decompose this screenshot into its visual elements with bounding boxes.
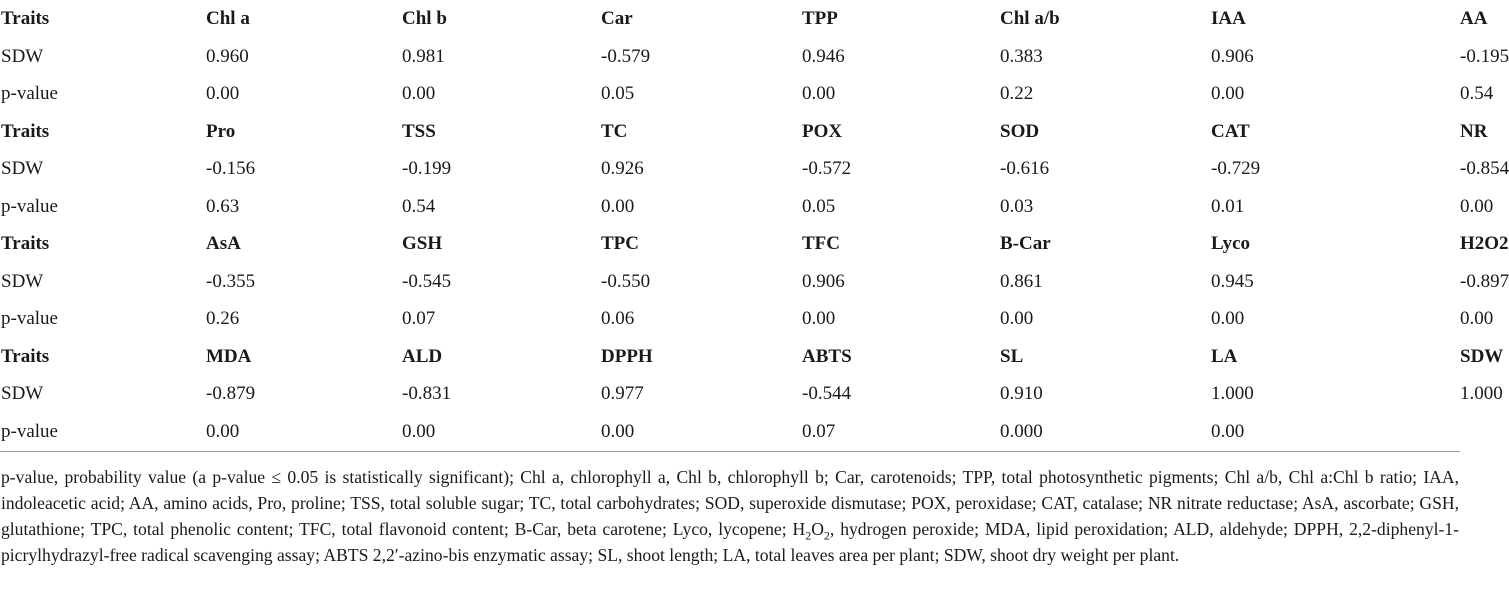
footnote-subscript: 2 [823, 528, 830, 543]
value-cell: -0.572 [802, 158, 852, 180]
value-cell: -0.616 [1000, 158, 1050, 180]
row-label-cell: Traits [1, 345, 50, 367]
footnote-text: , hydrogen peroxide; MDA, lipid peroxidation; ALD, aldehyde; DPPH, 2,2-diphenyl-1-picrylhydrazyl-free radical scavenging assay; ABTS 2,2′-azino-bis enzymatic assay; SL, shoot length; LA, total leaves area per plant; SDW, shoot dry weight per plant. [1, 519, 1460, 565]
value-cell: 0.000 [1000, 420, 1043, 442]
sdw-row: SDW -0.156 -0.199 0.926 -0.572 -0.616 -0.729 -0.854 [0, 150, 1460, 188]
table-footnote [1, 464, 1459, 568]
row-label-cell: SDW [1, 270, 44, 292]
value-cell: 0.945 [1211, 270, 1254, 292]
value-cell: 0.00 [1000, 308, 1034, 330]
trait-header-cell: Lyco [1211, 233, 1251, 255]
trait-header-cell: B-Car [1000, 233, 1051, 255]
value-cell: 1.000 [1211, 383, 1254, 405]
trait-header-cell: LA [1211, 345, 1238, 367]
row-label-cell: SDW [1, 158, 44, 180]
sdw-row: SDW -0.879 -0.831 0.977 -0.544 0.910 1.000 1.000 [0, 375, 1460, 413]
value-cell: 0.00 [802, 308, 836, 330]
value-cell: 0.00 [402, 83, 436, 105]
row-label-cell: SDW [1, 383, 44, 405]
value-cell: 0.977 [601, 383, 644, 405]
footnote-text: p-value, probability value (a p-value ≤ 0.05 is statistically significant); Chl a, chlorophyll a, Chl b, chlorophyll b; Car, carotenoids; TPP, total photosynthetic pigments; Chl a/b, Chl a:Chl b ratio; IAA, indoleacetic acid; AA, amino acids, Pro, proline; TSS, total soluble sugar; TC, total carbohydrates; SOD, superoxide dismutase; POX, peroxidase; CAT, catalase; NR nitrate reductase; AsA, ascorbate; GSH, glutathione; TPC, total phenolic content; TFC, total flavonoid content; B-Car, beta carotene; Lyco, lycopene; H [1, 467, 1459, 539]
trait-header-cell: GSH [402, 233, 443, 255]
row-label-cell: Traits [1, 233, 50, 255]
value-cell: 0.07 [802, 420, 836, 442]
p-value-row: p-value 0.26 0.07 0.06 0.00 0.00 0.00 0.00 [0, 300, 1460, 338]
footnote-text: O [811, 519, 824, 539]
trait-header-cell: Chl a/b [1000, 8, 1060, 30]
value-cell: -0.550 [601, 270, 651, 292]
trait-header-cell: TFC [802, 233, 840, 255]
value-cell: -0.544 [802, 383, 852, 405]
value-cell: 0.07 [402, 308, 436, 330]
header-row: Traits MDA ALD DPPH ABTS SL LA SDW [0, 338, 1460, 376]
trait-header-cell: SL [1000, 345, 1024, 367]
value-cell: 0.926 [601, 158, 644, 180]
value-cell: -0.729 [1211, 158, 1261, 180]
value-cell: -0.879 [206, 383, 256, 405]
p-value-row [0, 413, 1460, 451]
value-cell: 0.00 [1211, 308, 1245, 330]
value-cell: 0.06 [601, 308, 635, 330]
value-cell: -0.199 [402, 158, 452, 180]
value-cell: 0.00 [601, 195, 635, 217]
value-cell: 0.946 [802, 45, 845, 67]
value-cell: 0.00 [206, 83, 240, 105]
value-cell: 0.05 [802, 195, 836, 217]
row-label-cell: SDW [1, 45, 44, 67]
value-cell: 0.861 [1000, 270, 1043, 292]
value-cell: 0.906 [802, 270, 845, 292]
trait-header-cell: CAT [1211, 120, 1250, 142]
trait-header-cell: ABTS [802, 345, 852, 367]
value-cell: 0.910 [1000, 383, 1043, 405]
value-cell: 0.00 [1211, 83, 1245, 105]
p-value-row: p-value 0.63 0.54 0.00 0.05 0.03 0.01 0.00 [0, 188, 1460, 226]
value-cell: 0.00 [802, 83, 836, 105]
trait-header-cell: TSS [402, 120, 436, 142]
trait-header-cell: Chl b [402, 8, 447, 30]
trait-header-cell: TPC [601, 233, 639, 255]
p-value-row: p-value 0.00 0.00 0.05 0.00 0.22 0.00 0.54 [0, 75, 1460, 113]
trait-header-cell: ALD [402, 345, 443, 367]
value-cell: 0.54 [402, 195, 436, 217]
row-label-cell: p-value [1, 420, 58, 442]
value-cell: 0.981 [402, 45, 445, 67]
value-cell: 0.05 [601, 83, 635, 105]
value-cell: 0.00 [206, 420, 240, 442]
trait-header-cell: TPP [802, 8, 838, 30]
header-row: Traits AsA GSH TPC TFC B-Car Lyco H2O2 [0, 225, 1460, 263]
row-label-cell: p-value [1, 195, 58, 217]
row-label-cell: p-value [1, 308, 58, 330]
sdw-row: SDW -0.355 -0.545 -0.550 0.906 0.861 0.945 -0.897 [0, 263, 1460, 301]
value-cell: -0.579 [601, 45, 651, 67]
value-cell: -0.545 [402, 270, 452, 292]
value-cell: -0.831 [402, 383, 452, 405]
trait-header-cell: IAA [1211, 8, 1246, 30]
footnote-divider [0, 451, 1460, 452]
value-cell: 0.26 [206, 308, 240, 330]
value-cell: 0.22 [1000, 83, 1034, 105]
value-cell: -0.355 [206, 270, 256, 292]
value-cell: 0.01 [1211, 195, 1245, 217]
trait-header-cell: SOD [1000, 120, 1040, 142]
trait-header-cell: DPPH [601, 345, 653, 367]
trait-header-cell: Car [601, 8, 633, 30]
sdw-row: SDW 0.960 0.981 -0.579 0.946 0.383 0.906 -0.195 [0, 38, 1460, 76]
header-row: Traits Pro TSS TC POX SOD CAT NR [0, 113, 1460, 151]
row-label-cell: Traits [1, 120, 50, 142]
value-cell: 0.383 [1000, 45, 1043, 67]
trait-header-cell: TC [601, 120, 628, 142]
trait-header-cell: Chl a [206, 8, 250, 30]
trait-header-cell: AsA [206, 233, 241, 255]
value-cell: 0.00 [1211, 420, 1245, 442]
trait-header-cell: Pro [206, 120, 236, 142]
row-label-cell: Traits [1, 8, 50, 30]
value-cell: 0.906 [1211, 45, 1254, 67]
value-cell: 0.960 [206, 45, 249, 67]
trait-header-cell: POX [802, 120, 843, 142]
value-cell: 0.03 [1000, 195, 1034, 217]
value-cell: 0.63 [206, 195, 240, 217]
trait-header-cell: MDA [206, 345, 252, 367]
value-cell: 0.00 [601, 420, 635, 442]
value-cell: 0.00 [402, 420, 436, 442]
value-cell: -0.156 [206, 158, 256, 180]
footnote-subscript: 2 [805, 528, 812, 543]
row-label-cell: p-value [1, 83, 58, 105]
header-row: Traits Chl a Chl b Car TPP Chl a/b IAA AA [0, 0, 1460, 38]
